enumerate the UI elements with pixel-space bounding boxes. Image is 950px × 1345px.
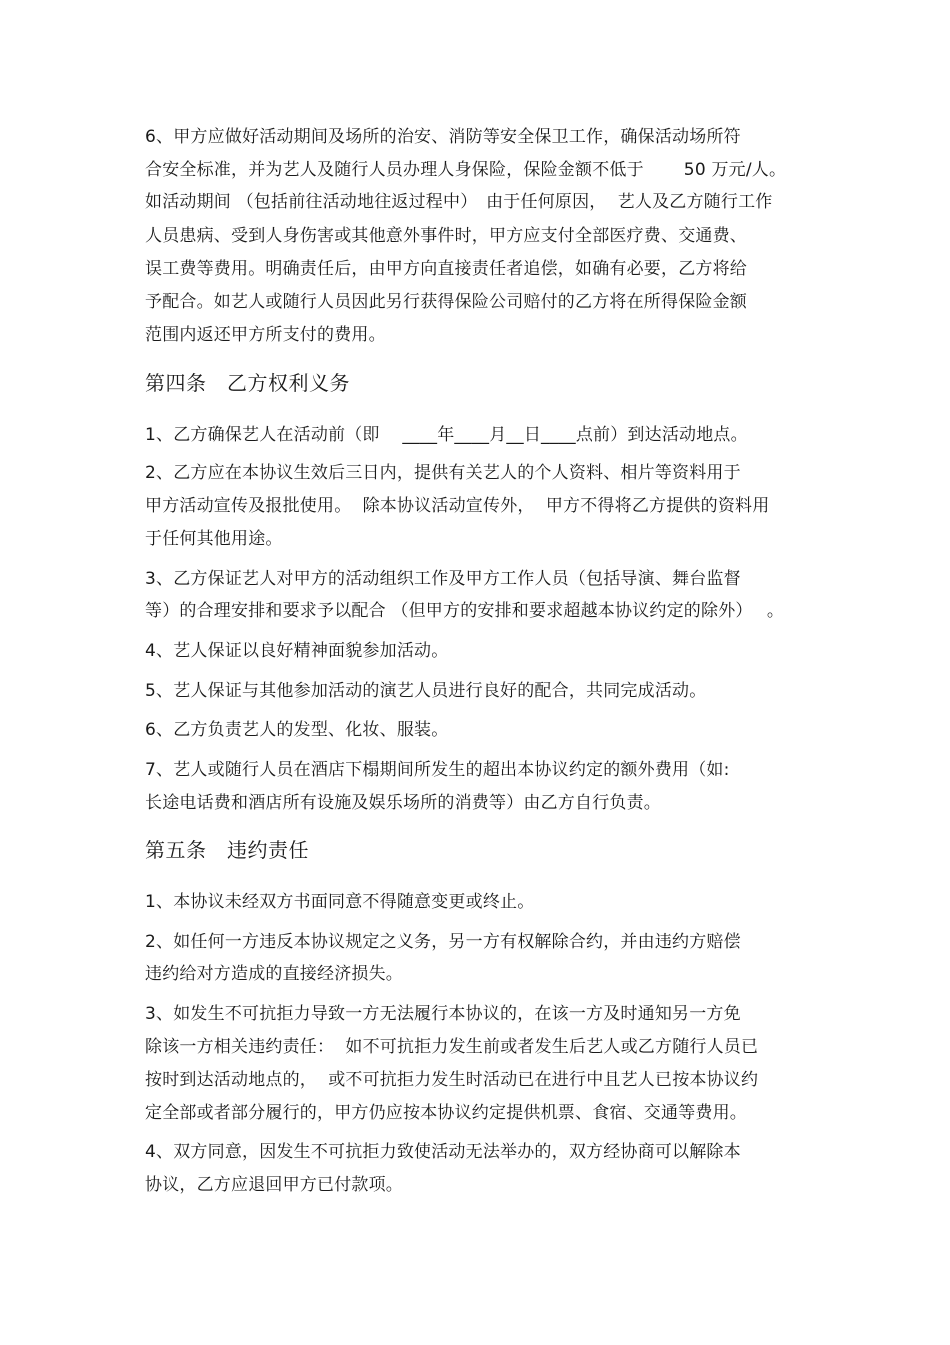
text-line: 按时到达活动地点的， 或不可抗拒力发生时活动已在进行中且艺人已按本协议约: [145, 1070, 759, 1090]
text-line: 6、甲方应做好活动期间及场所的治安、消防等安全保卫工作，确保活动场所符: [145, 127, 741, 147]
clause5-item1: 1、本协议未经双方书面同意不得随意变更或终止。: [145, 892, 535, 912]
text-line: 2、乙方应在本协议生效后三日内，提供有关艺人的个人资料、相片等资料用于: [145, 463, 741, 483]
text-line: 3、乙方保证艺人对甲方的活动组织工作及甲方工作人员（包括导演、舞台监督: [145, 569, 741, 589]
text-line: 7、艺人或随行人员在酒店下榻期间所发生的超出本协议约定的额外费用（如:: [145, 760, 730, 780]
text-line: 定全部或者部分履行的，甲方仍应按本协议约定提供机票、食宿、交通等费用。: [145, 1103, 747, 1123]
text-line: 于任何其他用途。: [145, 529, 283, 549]
clause4-item5: 5、艺人保证与其他参加活动的演艺人员进行良好的配合，共同完成活动。: [145, 681, 707, 701]
clause4-item6: 6、乙方负责艺人的发型、化妆、服装。: [145, 720, 449, 740]
text-line: 长途电话费和酒店所有设施及娱乐场所的消费等）由乙方自行负责。: [145, 793, 661, 813]
text-line: 2、如任何一方违反本协议规定之义务，另一方有权解除合约，并由违约方赔偿: [145, 932, 741, 952]
text-line: 4、双方同意，因发生不可抗拒力致使活动无法举办的，双方经协商可以解除本: [145, 1142, 741, 1162]
text-line: 如活动期间 （包括前往活动地往返过程中） 由于任何原因， 艺人及乙方随行工作: [145, 192, 773, 212]
clause4-heading: 第四条 乙方权利义务: [145, 371, 350, 395]
text-line: 等）的合理安排和要求予以配合 （但甲方的安排和要求超越本协议约定的除外） 。: [145, 601, 785, 621]
clause4-item1: 1、乙方确保艺人在活动前（即 ____年____月__日____点前）到达活动地点。: [145, 425, 748, 445]
text-line: 合安全标准，并为艺人及随行人员办理人身保险，保险金额不低于 50 万元/人。: [145, 160, 787, 180]
text-line: 3、如发生不可抗拒力导致一方无法履行本协议的，在该一方及时通知另一方免: [145, 1004, 741, 1024]
text-line: 协议，乙方应退回甲方已付款项。: [145, 1175, 403, 1195]
text-line: 除该一方相关违约责任： 如不可抗拒力发生前或者发生后艺人或乙方随行人员已: [145, 1037, 759, 1057]
clause4-item4: 4、艺人保证以良好精神面貌参加活动。: [145, 641, 449, 661]
text-line: 甲方活动宣传及报批使用。 除本协议活动宣传外， 甲方不得将乙方提供的资料用: [145, 496, 770, 516]
text-line: 人员患病、受到人身伤害或其他意外事件时，甲方应支付全部医疗费、交通费、: [145, 226, 747, 246]
text-line: 违约给对方造成的直接经济损失。: [145, 964, 403, 984]
clause5-heading: 第五条 违约责任: [145, 838, 309, 862]
text-line: 予配合。如艺人或随行人员因此另行获得保险公司赔付的乙方将在所得保险金额: [145, 292, 747, 312]
text-line: 范围内返还甲方所支付的费用。: [145, 325, 386, 345]
text-line: 误工费等费用。明确责任后，由甲方向直接责任者追偿，如确有必要，乙方将给: [145, 259, 747, 279]
